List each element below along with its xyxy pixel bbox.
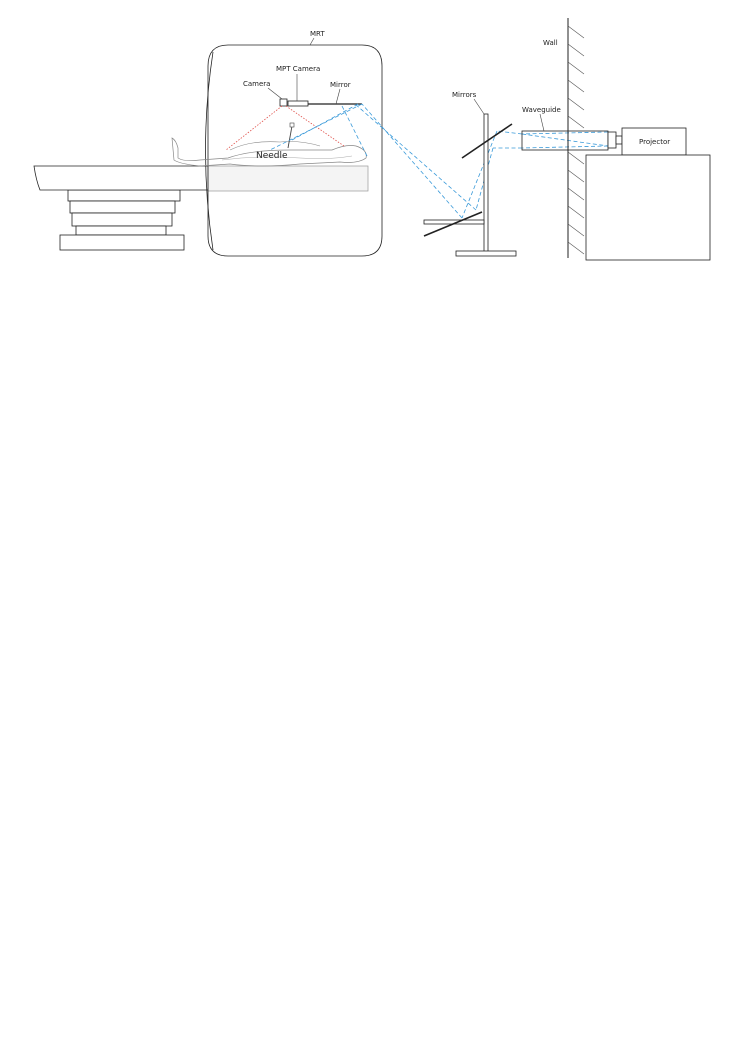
label-mrt: MRT — [310, 30, 325, 38]
label-mirrors: Mirrors — [452, 91, 477, 99]
label-needle: Needle — [256, 151, 288, 161]
patient-table — [34, 166, 368, 191]
label-mpt-camera: MPT Camera — [276, 65, 321, 73]
label-waveguide: Waveguide — [522, 106, 561, 114]
mirror-stand — [424, 99, 516, 256]
label-mirror: Mirror — [330, 81, 351, 89]
projector-table — [586, 155, 710, 260]
label-camera: Camera — [243, 80, 271, 88]
mpt-camera-box — [288, 101, 308, 106]
wall — [568, 18, 584, 258]
projection-beam — [270, 104, 608, 218]
label-projector: Projector — [639, 138, 671, 146]
camera-assembly — [268, 74, 362, 106]
camera-field-of-view — [226, 106, 344, 150]
needle — [288, 123, 294, 148]
camera-box — [280, 99, 287, 106]
label-wall: Wall — [543, 39, 558, 47]
table-pedestal — [60, 190, 184, 250]
